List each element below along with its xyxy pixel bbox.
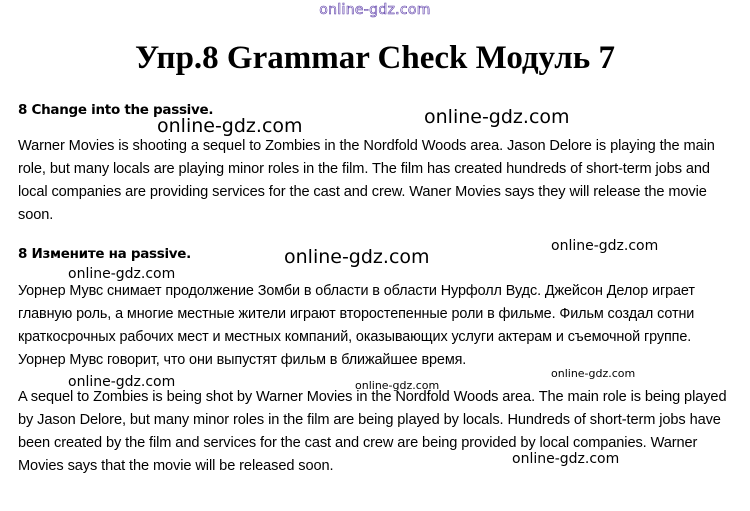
task-en-text: Warner Movies is shooting a sequel to Zombies in the Nordfold Woods area. Jason Delore is playing the main role, but many locals are playing minor roles in the film. The film has created hundreds of short-term jobs and local companies are providing services for the cast and crew. Waner Movies says they will release the movie soon. xyxy=(18,138,715,223)
watermark: online-gdz.com xyxy=(68,374,176,390)
watermark: online-gdz.com xyxy=(551,238,659,254)
answer-text: A sequel to Zombies is being shot by Warner Movies in the Nordfold Woods area. The main role is being played by Jason Delore, but many minor roles in the film are being played by locals. Hundreds of short-term jobs have been created by the film and services for the cast and crew are being provided by local companies. Warner Movies says that the movie will be released soon. xyxy=(18,389,727,474)
answer-section xyxy=(18,386,738,478)
page-title: Упр.8 Grammar Check Модуль 7 xyxy=(135,40,615,76)
site-banner: online-gdz.com xyxy=(319,2,431,18)
watermark: online-gdz.com xyxy=(355,379,440,392)
task-ru-heading: 8 Измените на passive. xyxy=(18,246,191,262)
watermark: online-gdz.com xyxy=(284,246,430,268)
watermark: online-gdz.com xyxy=(157,115,303,137)
task-en-section xyxy=(18,101,738,227)
task-ru-text: Уорнер Мувс снимает продолжение Зомби в области в области Нурфолл Вудс. Джейсон Делор играет главную роль, а многие местные жители играют второстепенные роли в фильме. Фильм создал сотни краткосрочных рабочих мест и местных компаний, оказывающих услуги актерам и съемочной группе. Уорнер Мувс говорит, что они выпустят фильм в ближайшее время. xyxy=(18,283,695,368)
watermark: online-gdz.com xyxy=(424,106,570,128)
task-en-heading: 8 Change into the passive. xyxy=(18,102,214,118)
watermark: online-gdz.com xyxy=(551,367,636,380)
watermark: online-gdz.com xyxy=(68,266,176,282)
watermark: online-gdz.com xyxy=(512,451,620,467)
